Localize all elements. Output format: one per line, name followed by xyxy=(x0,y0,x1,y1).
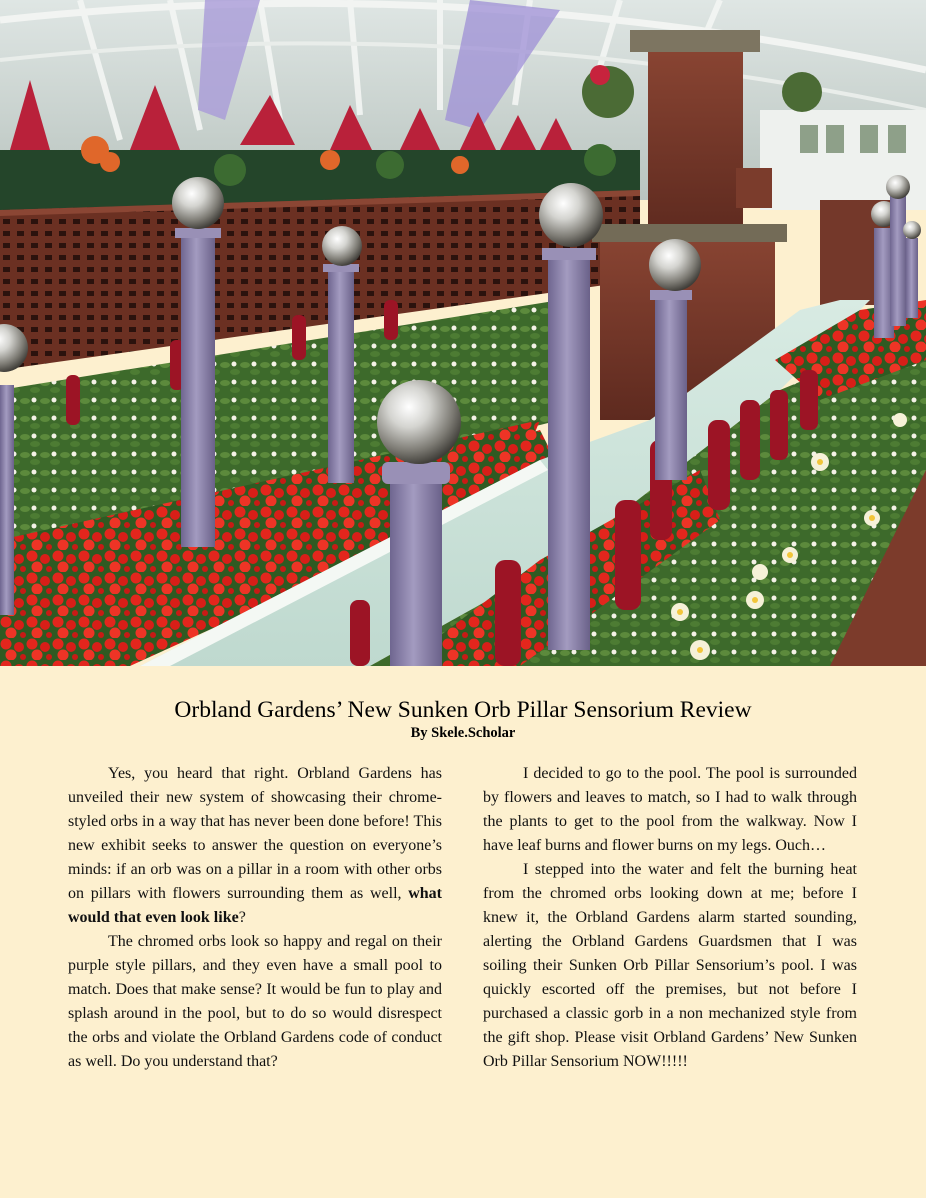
article xyxy=(0,666,926,1198)
article-byline: By Skele.Scholar xyxy=(410,725,516,741)
paragraph xyxy=(68,762,442,930)
article-title: Orbland Gardens’ New Sunken Orb Pillar Sensorium Review xyxy=(174,697,752,723)
left-column xyxy=(68,762,442,1074)
paragraph-end: ? xyxy=(238,909,246,926)
paragraph: The chromed orbs look so happy and regal on their purple style pillars, and they even have a small pool to match. Does that make sense? It would be fun to play and splash around in the pool, but to do so would disrespect the orbs and violate the Orbland Gardens code of conduct as well. Do you understand that? xyxy=(68,933,442,1070)
bold-phrase: what would that even look like xyxy=(68,885,442,926)
paragraph: I decided to go to the pool. The pool is surrounded by flowers and leaves to match, so I had to walk through the plants to get to the pool from the walkway. Now I have leaf burns and flower burns on my legs. Ouch… xyxy=(483,765,857,854)
paragraph: I stepped into the water and felt the burning heat from the chromed orbs looking down at me; before I knew it, the Orbland Gardens alarm started sounding, alerting the Orbland Gardens Guardsmen that I was soiling their Sunken Orb Pillar Sensorium’s pool. I was quickly escorted off the premises, but not before I purchased a classic gorb in a non mechanized style from the gift shop. Please visit Orbland Gardens’ New Sunken Orb Pillar Sensorium NOW!!!!! xyxy=(483,861,857,1070)
right-column xyxy=(483,762,857,1074)
paragraph-text: Yes, you heard that right. Orbland Gardens has unveiled their new system of showcasing their chrome-styled orbs in a way that has never been done before! This new exhibit seeks to answer the question on everyone’s minds: if an orb was on a pillar in a room with other orbs on pillars with flowers surrounding them as well, xyxy=(68,765,442,902)
